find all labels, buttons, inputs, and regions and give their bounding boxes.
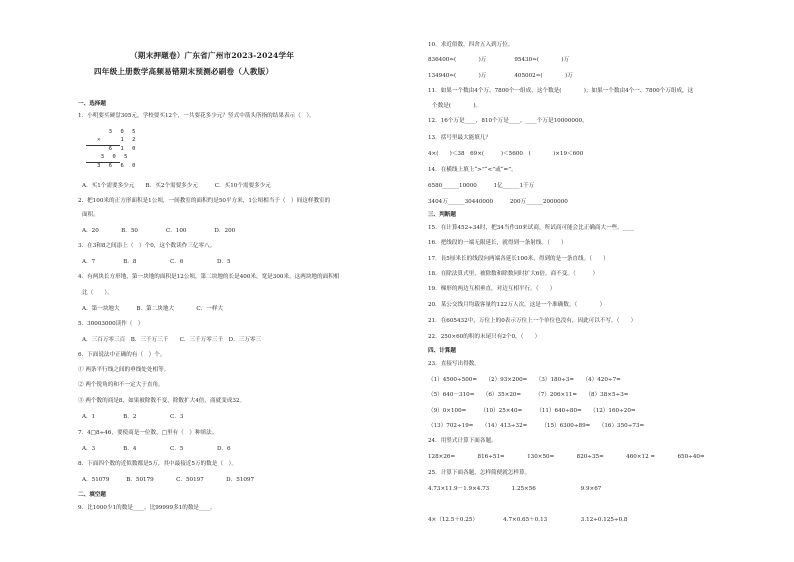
- question-25-row-2: 4×（12.5＋0.25） 4.7×0.65＋0.13 3.12÷0.125÷0.8: [428, 517, 628, 523]
- question-24: 24．用竖式计算下面各题。: [428, 438, 497, 444]
- question-14-row-1: 6580______10000 1亿______1千万: [428, 183, 535, 189]
- question-13: 13．括号里最大能填几？: [428, 135, 492, 141]
- question-4-cont: 比（ ）。: [82, 290, 113, 296]
- vertical-row-1: 3 0 5: [108, 129, 138, 135]
- question-2-cont: 面积。: [82, 212, 99, 218]
- section-fill-in: 二、填空题: [78, 492, 106, 498]
- question-7: 7．4□8÷46，要使商是一位数，□里有（ ）种填法。: [78, 430, 218, 436]
- question-11: 11．如果一个数由4个万、7800个一组成，这个数是( )；如果一个数由4个一、7800个万组成，这: [428, 88, 694, 94]
- question-14-row-2: 3404万______30440000 200万______2000000: [428, 199, 568, 205]
- section-choice: 一、选择题: [78, 101, 106, 107]
- question-21: 21．在605432中，万位上的0表示万位上一个单位也没有，因此可以不写。（ ）: [428, 318, 637, 324]
- question-6-options: A．1 B．2 C．3: [82, 414, 184, 420]
- question-10-row-2: 134940≈( )万 405002≈( )万: [428, 73, 573, 79]
- question-17: 17．長5厘米长的线段向两端各延长100米，得到的是一条直线。（ ）: [428, 256, 609, 262]
- question-25: 25．计算下面各题，怎样简便就怎样算。: [428, 470, 531, 476]
- vertical-multiplication: [78, 128, 138, 174]
- question-19: 19．梯形的两边互相垂直，对边互相平行。（ ）: [428, 286, 556, 292]
- question-23-row-1: （1）4500÷500= （2）93×200= （3）180÷3= （4）420÷7=: [428, 377, 621, 383]
- question-3: 3．在3和8之间添上（ ）个0，这个数读作三亿零八。: [78, 243, 216, 249]
- question-23-row-4: （13）702÷19= （14）413÷32= （15）6300÷89= （16）350÷73=: [428, 423, 645, 429]
- title-line-1: （期末押题卷）广东省广州市2023-2024学年: [130, 51, 295, 60]
- question-18: 18．在除法算式里，被除数和除数同时扩大6倍，商不变。（ ）: [428, 271, 599, 277]
- question-16: 16．把线段的一端无限延长，就得到一条射线。（ ）: [428, 240, 567, 246]
- question-22: 22．250×60的积的末尾只有2个0。（ ）: [428, 334, 541, 340]
- vertical-row-2: × 1 2: [97, 137, 138, 143]
- question-2: 2．把100米的正方形面积是1公顷，一间教室的面积约是50平方米，1公顷相当于（ ）间这样教室的: [78, 198, 331, 204]
- question-4: 4．有两块长方形地，第一块地的面积是12公顷，第二块地的长是400米，宽是300米，这两块地的面积相: [78, 274, 340, 280]
- question-14: 14．在横线上填上“>”“<”或“=”。: [428, 167, 517, 173]
- question-6-statement-1: ① 两条平行线之间的垂线处处相等。: [78, 367, 170, 373]
- question-5-options: A．三百万零三百 B．三千万三千 C．三千万零三千 D．三万零三: [82, 337, 262, 343]
- section-calculation: 四、计算题: [428, 348, 456, 354]
- question-4-options: A．第一块地大 B．第二块地大 C．一样大: [82, 306, 224, 312]
- question-23: 23．直接写出得数。: [428, 361, 480, 367]
- question-6: 6．下面说法中正确的有（ ）个。: [78, 352, 166, 358]
- question-1-options: A．买1个需要多少元 B．买2个需要多少元 C．买10个需要多少元: [82, 183, 271, 189]
- title-line-2: 四年级上册数学高频易错期末预测必刷卷（人教版）: [94, 67, 274, 76]
- question-5: 5．30003000读作（ ）: [78, 321, 144, 327]
- section-judgment: 三、判断题: [428, 212, 456, 218]
- question-7-options: A．3 B．4 C．5 D．6: [82, 446, 231, 452]
- question-25-row-1: 4.73×11.9－1.9×4.73 1.25×56 9.9×67: [428, 486, 602, 492]
- question-24-row: 128×26= 816÷51= 130×50= 820÷35= 460×12 = 650÷40=: [428, 454, 705, 460]
- question-6-statement-2: ② 两个锐角的和不一定大于直角。: [78, 382, 164, 388]
- question-13-row: 4×( )＜38 69×( )＜5600 ( )×19＜600: [428, 151, 584, 157]
- question-6-statement-3: ③ 两个数的商是8，如果被除数不变，除数扩大4倍，商就变成32。: [78, 398, 246, 404]
- vertical-row-5: 3 6 6 0: [97, 163, 138, 169]
- question-9: 9．比1000少1的数是____，比99999多1的数是____。: [78, 505, 216, 511]
- question-23-row-2: （5）640－310= （6）35×20= （7）206×11= （8）38×5÷3=: [428, 392, 629, 398]
- question-10-row-1: 836400≈( )万 95430≈( )万: [428, 57, 570, 63]
- question-12: 12．16个万是____，810个万是____，____个万是10000000。: [428, 118, 588, 124]
- question-10: 10．求近似数，四舍五入到万位。: [428, 42, 514, 48]
- question-20: 20．某公交线月均载客量约122万人次，这是一个准确数。（ ）: [428, 302, 606, 308]
- question-2-options: A．20 B．50 C．100 D．200: [82, 228, 236, 234]
- question-1: 1．小明要买硬盘305元，学校要买12个，一共要花多少元？竖式中箭头所指的结果表示（ ）。: [78, 113, 315, 119]
- vertical-row-4: 3 0 5: [100, 154, 130, 160]
- vertical-row-3: 6 1 0: [108, 146, 138, 152]
- question-3-options: A．7 B．8 C．6 D．5: [82, 259, 231, 265]
- question-8: 8．下面四个数的近似数都是5万，其中最接近5万的数是（ ）。: [78, 461, 237, 467]
- question-11-cont: 个数是( )。: [432, 103, 482, 109]
- question-8-options: A．51079 B．50179 C．50197 D．51097: [82, 477, 255, 483]
- question-23-row-3: （9）0×100= （10）25×40= （11）640÷80= （12）160÷20=: [428, 408, 636, 414]
- question-15: 15．在计算452÷34时，把34当作30来试商，所试商可能会比正确商大一些。____: [428, 225, 635, 231]
